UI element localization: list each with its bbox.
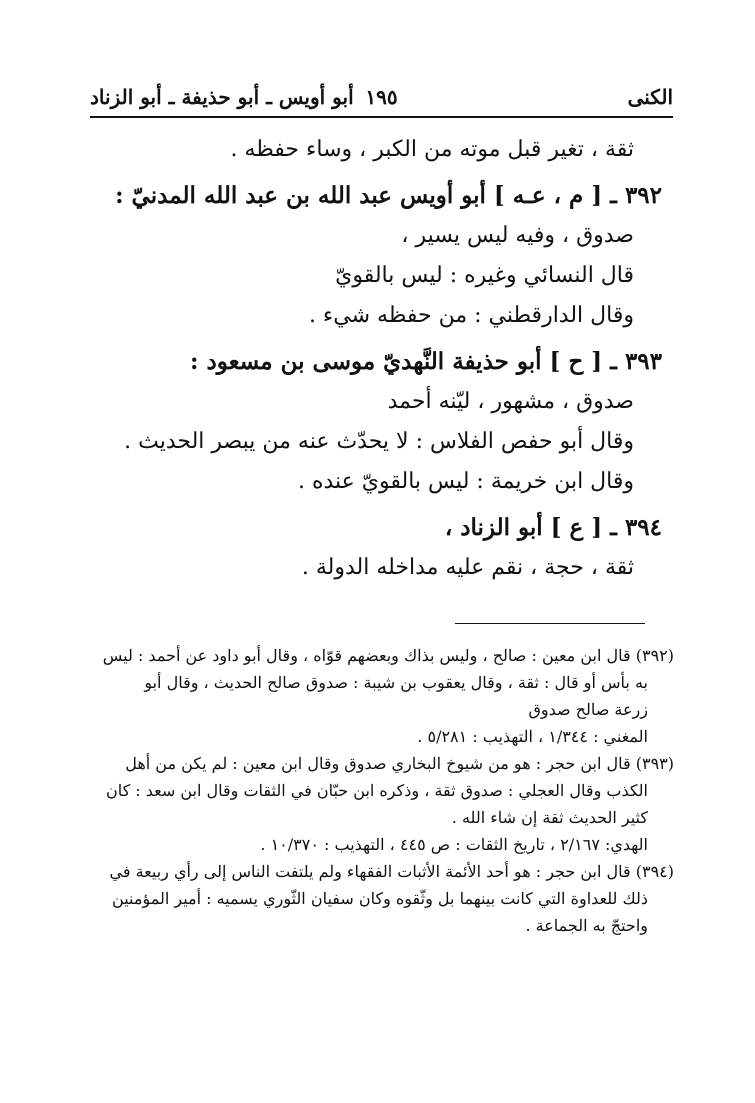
page-number: ١٩٥ bbox=[365, 85, 398, 109]
footnote-line: (٣٩٢) قال ابن معين : صالح ، وليس بذاك وبعضهم قوّاه ، وقال أبو داود عن أحمد : ليس bbox=[102, 646, 674, 665]
text-line: وقال ابن خريمة : ليس بالقويّ عنده . bbox=[297, 469, 634, 494]
footnote-separator bbox=[455, 623, 645, 624]
chapter-title: الكنى bbox=[627, 85, 673, 109]
header-rule bbox=[90, 116, 673, 118]
footnotes bbox=[94, 642, 674, 939]
footnote-source: المغني : ١/٣٤٤ ، التهذيب : ٥/٢٨١ . bbox=[417, 727, 648, 746]
main-text bbox=[110, 130, 662, 588]
footnote-source: الهدي: ٢/١٦٧ ، تاريخ الثقات : ص ٤٤٥ ، التهذيب : ١٠/٣٧٠ . bbox=[260, 835, 648, 854]
footnote-line: زرعة صالح صدوق bbox=[528, 700, 648, 719]
text-line: صدوق ، وفيه ليس يسير ، bbox=[401, 223, 634, 248]
text-line: قال النسائي وغيره : ليس بالقويّ bbox=[335, 263, 634, 288]
entry-heading-394: ٣٩٤ ـ [ ع ] أبو الزناد ، bbox=[444, 514, 662, 541]
footnote-line: كثير الحديث ثقة إن شاء الله . bbox=[451, 808, 648, 827]
footnote-line: به بأس أو قال : ثقة ، وقال يعقوب بن شيبة : صدوق صالح الحديث ، وقال أبو bbox=[144, 673, 648, 692]
footnote-line: (٣٩٤) قال ابن حجر : هو أحد الأئمة الأثبات الفقهاء ولم يلتفت الناس إلى رأي ربيعة في bbox=[109, 862, 674, 881]
text-line: صدوق ، مشهور ، ليّنه أحمد bbox=[387, 389, 634, 414]
text-line: وقال أبو حفص الفلاس : لا يحدّث عنه من يبصر الحديث . bbox=[124, 429, 634, 454]
text-line: وقال الدارقطني : من حفظه شيء . bbox=[308, 303, 634, 328]
footnote-line: واحتجّ به الجماعة . bbox=[525, 916, 648, 935]
text-line: ثقة ، حجة ، نقم عليه مداخله الدولة . bbox=[301, 555, 634, 580]
text-line: ثقة ، تغير قبل موته من الكبر ، وساء حفظه . bbox=[230, 137, 634, 162]
entry-heading-393: ٣٩٣ ـ [ ح ] أبو حذيفة النَّهديّ موسى بن مسعود : bbox=[190, 348, 662, 375]
page-header bbox=[90, 82, 673, 118]
footnote-line: ذلك للعداوة التي كانت بينهما بل وثّقوه وكان سفيان الثّوري يسميه : أمير المؤمنين bbox=[112, 889, 648, 908]
running-title: أبو أويس ـ أبو حذيفة ـ أبو الزناد bbox=[90, 85, 354, 109]
footnote-line: الكذب وقال العجلي : صدوق ثقة ، وذكره ابن حبّان في الثقات وقال ابن سعد : كان bbox=[105, 781, 648, 800]
entry-heading-392: ٣٩٢ ـ [ م ، عـه ] أبو أويس عبد الله بن عبد الله المدنيّ : bbox=[115, 182, 662, 209]
footnote-line: (٣٩٣) قال ابن حجر : هو من شيوخ البخاري صدوق وقال ابن معين : لم يكن من أهل bbox=[125, 754, 674, 773]
